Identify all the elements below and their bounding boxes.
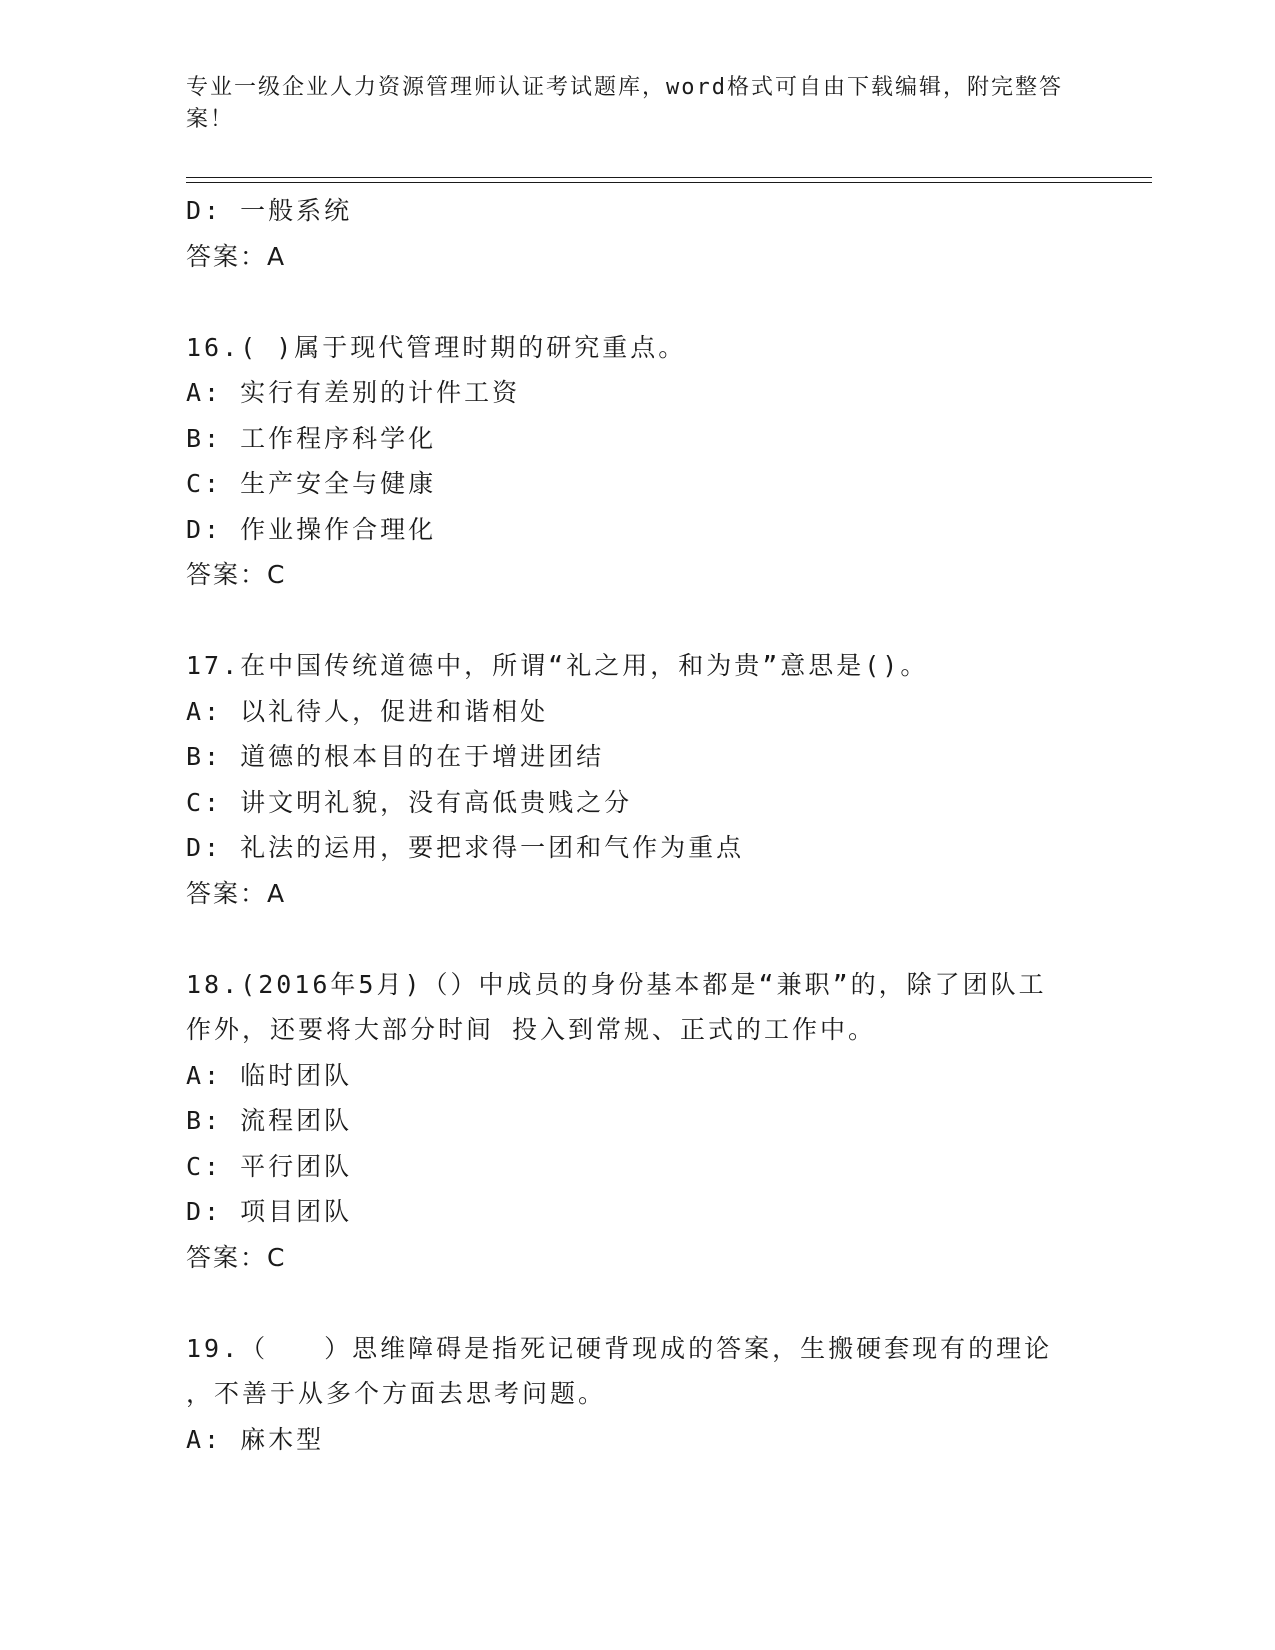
spacer (186, 1280, 1086, 1326)
option-d: D: 礼法的运用，要把求得一团和气作为重点 (186, 833, 745, 862)
option-d: D: 一般系统 (186, 196, 353, 225)
spacer (186, 598, 1086, 644)
option-b: B: 道德的根本目的在于增进团结 (186, 742, 605, 771)
option-b: B: 工作程序科学化 (186, 423, 437, 453)
option-c: C: 生产安全与健康 (186, 469, 437, 498)
header-divider-bottom (186, 182, 1152, 183)
option-a: A: 麻木型 (186, 1424, 325, 1454)
question-stem-line-2: 作外，还要将大部分时间 投入到常规、正式的工作中。 (186, 1015, 877, 1044)
answer: 答案：C (186, 1242, 287, 1272)
option-d: D: 项目团队 (186, 1197, 353, 1226)
answer: 答案：C (186, 560, 287, 589)
question-19 (186, 1326, 1086, 1463)
option-a: A: 以礼待人，促进和谐相处 (186, 696, 549, 726)
question-stem-line-2: ，不善于从多个方面去思考问题。 (186, 1379, 607, 1408)
option-b: B: 流程团队 (186, 1106, 353, 1135)
answer: 答案：A (186, 878, 287, 908)
question-18 (186, 962, 1086, 1281)
question-stem: 16.( )属于现代管理时期的研究重点。 (186, 332, 687, 362)
question-stem-line-1: 18.(2016年5月)（）中成员的身份基本都是“兼职”的，除了团队工 (186, 969, 1047, 999)
question-17 (186, 643, 1086, 916)
document-header: 专业一级企业人力资源管理师认证考试题库，word格式可自由下载编辑，附完整答案！ (186, 75, 1063, 132)
option-c: C: 平行团队 (186, 1151, 353, 1181)
question-stem-line-1: 19.（ ）思维障碍是指死记硬背现成的答案，生搬硬套现有的理论 (186, 1333, 1053, 1363)
answer: 答案：A (186, 241, 287, 271)
option-d: D: 作业操作合理化 (186, 514, 437, 544)
option-a: A: 实行有差别的计件工资 (186, 378, 521, 407)
option-c: C: 讲文明礼貌，没有高低贵贱之分 (186, 787, 633, 817)
question-list (186, 188, 1086, 1462)
spacer (186, 279, 1086, 325)
header-divider-top (186, 177, 1152, 178)
option-a: A: 临时团队 (186, 1060, 353, 1090)
question-stem: 17.在中国传统道德中，所谓“礼之用，和为贵”意思是()。 (186, 651, 929, 680)
spacer (186, 916, 1086, 962)
question-16 (186, 325, 1086, 598)
